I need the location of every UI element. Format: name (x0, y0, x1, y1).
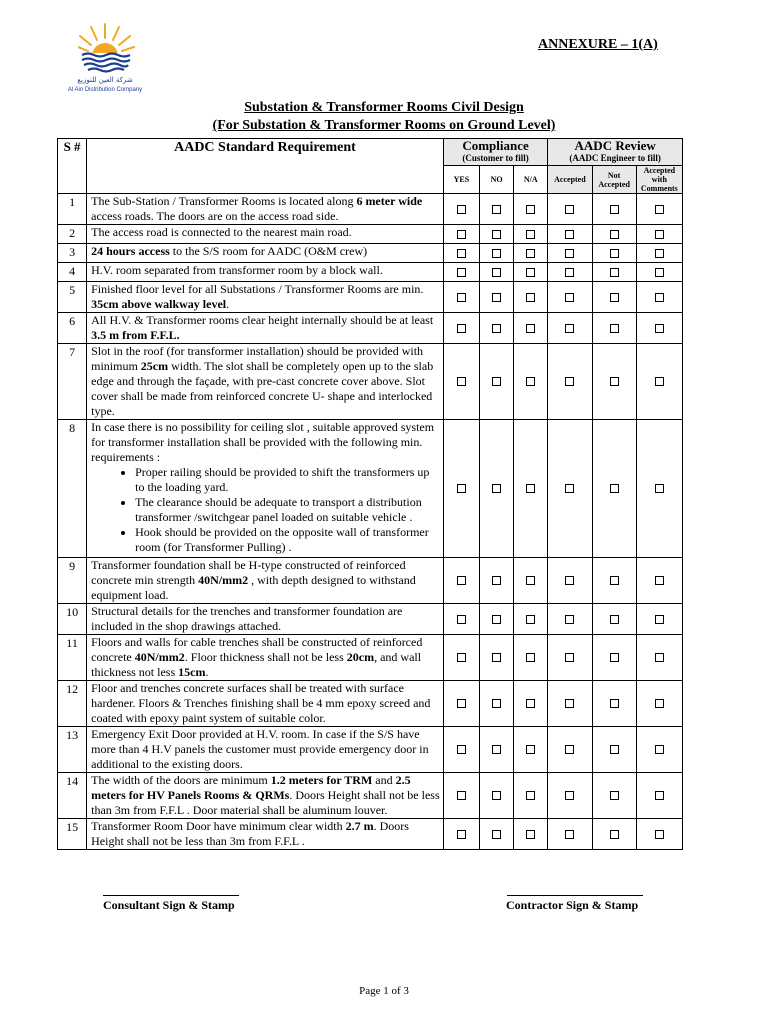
checkbox-accepted[interactable] (565, 745, 574, 754)
checkbox-cell-accepted (548, 819, 592, 850)
checkbox-cell-accepted-with-comments (636, 773, 682, 819)
checkbox-no[interactable] (492, 791, 501, 800)
checkbox-cell-na (514, 263, 548, 282)
checkbox-cell-yes (443, 635, 479, 681)
checkbox-not-accepted[interactable] (610, 615, 619, 624)
col-accepted-header: Accepted (548, 166, 592, 194)
compliance-title: Compliance (462, 138, 529, 153)
checkbox-accepted-with-comments[interactable] (655, 484, 664, 493)
requirement-header: AADC Standard Requirement (87, 139, 444, 194)
checkbox-accepted-with-comments[interactable] (655, 615, 664, 624)
requirement-text: Floors and walls for cable trenches shall be constructed of reinforced concrete 40N/mm2. Floor thickness shall not be less 20cm, and wall thickness not less 15cm. (87, 635, 444, 681)
checkbox-yes[interactable] (457, 576, 466, 585)
table-row (58, 263, 683, 282)
checkbox-accepted[interactable] (565, 830, 574, 839)
checkbox-na[interactable] (526, 377, 535, 386)
checkbox-cell-na (514, 681, 548, 727)
checkbox-yes[interactable] (457, 249, 466, 258)
checkbox-cell-accepted (548, 344, 592, 420)
checkbox-accepted-with-comments[interactable] (655, 324, 664, 333)
checkbox-cell-accepted (548, 225, 592, 244)
checkbox-no[interactable] (492, 230, 501, 239)
checkbox-cell-no (480, 225, 514, 244)
checkbox-cell-not-accepted (592, 635, 636, 681)
row-number: 5 (58, 282, 87, 313)
checkbox-cell-no (480, 194, 514, 225)
checkbox-yes[interactable] (457, 745, 466, 754)
checkbox-na[interactable] (526, 576, 535, 585)
checkbox-not-accepted[interactable] (610, 230, 619, 239)
checkbox-cell-no (480, 263, 514, 282)
checkbox-cell-yes (443, 727, 479, 773)
checkbox-cell-not-accepted (592, 263, 636, 282)
checkbox-no[interactable] (492, 745, 501, 754)
checkbox-na[interactable] (526, 745, 535, 754)
checkbox-cell-accepted (548, 635, 592, 681)
checkbox-cell-yes (443, 344, 479, 420)
checkbox-cell-yes (443, 604, 479, 635)
checkbox-accepted-with-comments[interactable] (655, 249, 664, 258)
checkbox-cell-not-accepted (592, 727, 636, 773)
checkbox-not-accepted[interactable] (610, 377, 619, 386)
checkbox-cell-accepted-with-comments (636, 635, 682, 681)
checkbox-not-accepted[interactable] (610, 293, 619, 302)
checkbox-cell-accepted-with-comments (636, 681, 682, 727)
checkbox-cell-no (480, 635, 514, 681)
table-row (58, 681, 683, 727)
row-number: 2 (58, 225, 87, 244)
checkbox-not-accepted[interactable] (610, 205, 619, 214)
checkbox-cell-no (480, 558, 514, 604)
table-row (58, 344, 683, 420)
checkbox-cell-accepted (548, 263, 592, 282)
row-number: 10 (58, 604, 87, 635)
requirement-text: The width of the doors are minimum 1.2 meters for TRM and 2.5 meters for HV Panels Rooms & QRMs. Doors Height shall not be less than 3m from F.F.L . Door material shall be aluminum louver. (87, 773, 444, 819)
checkbox-cell-not-accepted (592, 244, 636, 263)
checkbox-accepted[interactable] (565, 249, 574, 258)
checkbox-cell-na (514, 313, 548, 344)
requirement-text: In case there is no possibility for ceiling slot , suitable approved system for transformer installation shall be provided with the following min. requirements : • Proper railing should be provided to shift the transformers up to the loading yard. • The clearance should be adequate to transport a distribution transformer /switchgear panel loaded on suitable vehicle . • Hook should be provided on the opposite wall of transformer room (for Transformer Pulling) . (87, 420, 444, 558)
checkbox-cell-yes (443, 681, 479, 727)
col-accepted-comments-header: Accepted with Comments (636, 166, 682, 194)
checkbox-yes[interactable] (457, 230, 466, 239)
checkbox-accepted-with-comments[interactable] (655, 745, 664, 754)
requirement-bullet: • The clearance should be adequate to transport a distribution transformer /switchgear panel loaded on suitable vehicle . (135, 495, 441, 525)
logo-emblem-icon (67, 16, 158, 96)
checkbox-cell-no (480, 344, 514, 420)
checkbox-cell-not-accepted (592, 604, 636, 635)
checkbox-cell-accepted-with-comments (636, 819, 682, 850)
checkbox-not-accepted[interactable] (610, 699, 619, 708)
company-name-en: Al Ain Distribution Company (67, 87, 143, 93)
checkbox-no[interactable] (492, 205, 501, 214)
table-row (58, 282, 683, 313)
review-subtitle: (AADC Engineer to fill) (569, 153, 661, 163)
checkbox-yes[interactable] (457, 324, 466, 333)
checkbox-cell-na (514, 344, 548, 420)
checkbox-cell-yes (443, 282, 479, 313)
annexure-label: ANNEXURE – 1(A) (538, 37, 658, 52)
checkbox-cell-accepted (548, 681, 592, 727)
checkbox-no[interactable] (492, 699, 501, 708)
checkbox-na[interactable] (526, 699, 535, 708)
checkbox-cell-not-accepted (592, 225, 636, 244)
checkbox-accepted[interactable] (565, 653, 574, 662)
checkbox-accepted-with-comments[interactable] (655, 576, 664, 585)
row-number: 9 (58, 558, 87, 604)
col-not-accepted-header: Not Accepted (592, 166, 636, 194)
checkbox-accepted[interactable] (565, 230, 574, 239)
checkbox-not-accepted[interactable] (610, 745, 619, 754)
consultant-sign-label: Consultant Sign & Stamp (103, 898, 235, 912)
checkbox-cell-accepted-with-comments (636, 558, 682, 604)
checkbox-accepted[interactable] (565, 615, 574, 624)
col-no-header: NO (480, 166, 514, 194)
row-number: 15 (58, 819, 87, 850)
checkbox-accepted[interactable] (565, 377, 574, 386)
row-number: 6 (58, 313, 87, 344)
checkbox-cell-accepted (548, 313, 592, 344)
table-row (58, 819, 683, 850)
checkbox-yes[interactable] (457, 377, 466, 386)
checkbox-accepted[interactable] (565, 268, 574, 277)
checkbox-yes[interactable] (457, 615, 466, 624)
checkbox-not-accepted[interactable] (610, 653, 619, 662)
checkbox-na[interactable] (526, 230, 535, 239)
checkbox-cell-na (514, 244, 548, 263)
requirement-text: Finished floor level for all Substations / Transformer Rooms are min. 35cm above walkway level. (87, 282, 444, 313)
company-name-ar: شركة العين للتوزيع (77, 76, 133, 84)
checkbox-accepted[interactable] (565, 324, 574, 333)
requirement-text: Transformer Room Door have minimum clear width 2.7 m. Doors Height shall not be less than 3m from F.F.L . (87, 819, 444, 850)
checkbox-cell-yes (443, 313, 479, 344)
checkbox-cell-not-accepted (592, 194, 636, 225)
checkbox-cell-not-accepted (592, 344, 636, 420)
checkbox-not-accepted[interactable] (610, 791, 619, 800)
table-row (58, 244, 683, 263)
table-row (58, 773, 683, 819)
checkbox-na[interactable] (526, 615, 535, 624)
checkbox-cell-na (514, 604, 548, 635)
checkbox-cell-not-accepted (592, 819, 636, 850)
checkbox-accepted[interactable] (565, 205, 574, 214)
checkbox-cell-accepted-with-comments (636, 263, 682, 282)
checkbox-na[interactable] (526, 324, 535, 333)
checkbox-no[interactable] (492, 249, 501, 258)
company-logo (67, 16, 158, 96)
checkbox-no[interactable] (492, 484, 501, 493)
checkbox-cell-not-accepted (592, 420, 636, 558)
checkbox-no[interactable] (492, 576, 501, 585)
checkbox-cell-accepted (548, 194, 592, 225)
checkbox-cell-no (480, 681, 514, 727)
checkbox-cell-accepted (548, 282, 592, 313)
review-header (548, 139, 683, 166)
checkbox-na[interactable] (526, 249, 535, 258)
checkbox-no[interactable] (492, 324, 501, 333)
requirement-text: The access road is connected to the nearest main road. (87, 225, 444, 244)
checkbox-not-accepted[interactable] (610, 249, 619, 258)
checkbox-no[interactable] (492, 293, 501, 302)
requirements-table (57, 138, 683, 850)
checkbox-cell-no (480, 604, 514, 635)
checkbox-not-accepted[interactable] (610, 576, 619, 585)
checkbox-no[interactable] (492, 653, 501, 662)
table-row (58, 727, 683, 773)
checkbox-yes[interactable] (457, 205, 466, 214)
checkbox-cell-accepted (548, 420, 592, 558)
checkbox-cell-not-accepted (592, 681, 636, 727)
document-title: Substation & Transformer Rooms Civil Design (244, 100, 524, 115)
row-number: 3 (58, 244, 87, 263)
checkbox-not-accepted[interactable] (610, 268, 619, 277)
requirement-text: The Sub-Station / Transformer Rooms is located along 6 meter wide access roads. The doors are on the access road side. (87, 194, 444, 225)
contractor-sign-label: Contractor Sign & Stamp (506, 898, 639, 912)
checkbox-cell-na (514, 194, 548, 225)
checkbox-accepted[interactable] (565, 791, 574, 800)
checkbox-na[interactable] (526, 830, 535, 839)
checkbox-yes[interactable] (457, 699, 466, 708)
checkbox-na[interactable] (526, 653, 535, 662)
checkbox-na[interactable] (526, 205, 535, 214)
checkbox-not-accepted[interactable] (610, 484, 619, 493)
checkbox-accepted[interactable] (565, 576, 574, 585)
checkbox-cell-na (514, 282, 548, 313)
row-number: 8 (58, 420, 87, 558)
table-row (58, 604, 683, 635)
checkbox-accepted-with-comments[interactable] (655, 653, 664, 662)
col-na-header: N/A (514, 166, 548, 194)
checkbox-no[interactable] (492, 615, 501, 624)
checkbox-cell-no (480, 773, 514, 819)
checkbox-cell-not-accepted (592, 282, 636, 313)
checkbox-accepted-with-comments[interactable] (655, 791, 664, 800)
checkbox-cell-accepted (548, 604, 592, 635)
checkbox-accepted-with-comments[interactable] (655, 830, 664, 839)
checkbox-cell-accepted-with-comments (636, 420, 682, 558)
checkbox-cell-yes (443, 773, 479, 819)
requirement-text: H.V. room separated from transformer room by a block wall. (87, 263, 444, 282)
table-row (58, 313, 683, 344)
row-number: 4 (58, 263, 87, 282)
checkbox-cell-yes (443, 194, 479, 225)
table-row (58, 225, 683, 244)
checkbox-cell-na (514, 558, 548, 604)
requirement-text: Slot in the roof (for transformer installation) should be provided with minimum 25cm width. The slot shall be completely open up to the slab edge and through the façade, with pre-cast concrete cover above. Slot cover shall be made from reinforced concrete U- shape and interlocked type. (87, 344, 444, 420)
checkbox-cell-not-accepted (592, 773, 636, 819)
checkbox-cell-not-accepted (592, 313, 636, 344)
requirement-text: Structural details for the trenches and transformer foundation are included in the shop drawings attached. (87, 604, 444, 635)
checkbox-cell-yes (443, 244, 479, 263)
requirement-text: Emergency Exit Door provided at H.V. room. In case if the S/S have more than 4 H.V panels the customer must provide emergency door in additional to the existing doors. (87, 727, 444, 773)
requirement-bullet-list (91, 465, 441, 555)
review-title: AADC Review (574, 138, 656, 153)
checkbox-na[interactable] (526, 293, 535, 302)
checkbox-cell-accepted (548, 727, 592, 773)
checkbox-cell-accepted (548, 244, 592, 263)
checkbox-cell-accepted-with-comments (636, 604, 682, 635)
checkbox-cell-accepted-with-comments (636, 225, 682, 244)
checkbox-accepted-with-comments[interactable] (655, 699, 664, 708)
checkbox-cell-accepted-with-comments (636, 282, 682, 313)
requirement-text: 24 hours access to the S/S room for AADC (O&M crew) (87, 244, 444, 263)
checkbox-cell-na (514, 773, 548, 819)
checkbox-cell-na (514, 420, 548, 558)
checkbox-accepted[interactable] (565, 699, 574, 708)
checkbox-yes[interactable] (457, 293, 466, 302)
checkbox-yes[interactable] (457, 484, 466, 493)
contractor-sign-line (507, 895, 643, 896)
checkbox-yes[interactable] (457, 653, 466, 662)
checkbox-accepted-with-comments[interactable] (655, 205, 664, 214)
checkbox-no[interactable] (492, 268, 501, 277)
requirement-bullet: • Proper railing should be provided to shift the transformers up to the loading yard. (135, 465, 441, 495)
checkbox-cell-accepted-with-comments (636, 344, 682, 420)
checkbox-cell-yes (443, 263, 479, 282)
checkbox-na[interactable] (526, 791, 535, 800)
checkbox-cell-yes (443, 420, 479, 558)
checkbox-no[interactable] (492, 377, 501, 386)
checkbox-cell-accepted (548, 773, 592, 819)
checkbox-cell-accepted-with-comments (636, 244, 682, 263)
col-yes-header: YES (443, 166, 479, 194)
checkbox-cell-no (480, 313, 514, 344)
table-row (58, 194, 683, 225)
row-number: 13 (58, 727, 87, 773)
checkbox-cell-yes (443, 819, 479, 850)
checkbox-accepted[interactable] (565, 293, 574, 302)
document-subtitle: (For Substation & Transformer Rooms on Ground Level) (212, 118, 556, 133)
requirement-bullet: • Hook should be provided on the opposite wall of transformer room (for Transformer Pulling) . (135, 525, 441, 555)
checkbox-yes[interactable] (457, 830, 466, 839)
checkbox-cell-no (480, 420, 514, 558)
checkbox-na[interactable] (526, 268, 535, 277)
checkbox-cell-yes (443, 225, 479, 244)
checkbox-cell-accepted-with-comments (636, 194, 682, 225)
consultant-sign-line (103, 895, 239, 896)
table-row (58, 420, 683, 558)
requirement-text: All H.V. & Transformer rooms clear height internally should be at least 3.5 m from F.F.L. (87, 313, 444, 344)
checkbox-cell-yes (443, 558, 479, 604)
table-header-row (58, 139, 683, 166)
serial-number-header: S # (58, 139, 87, 194)
checkbox-cell-not-accepted (592, 558, 636, 604)
row-number: 1 (58, 194, 87, 225)
checkbox-accepted[interactable] (565, 484, 574, 493)
checkbox-not-accepted[interactable] (610, 324, 619, 333)
checkbox-cell-na (514, 225, 548, 244)
row-number: 11 (58, 635, 87, 681)
checkbox-accepted-with-comments[interactable] (655, 377, 664, 386)
requirement-text: Transformer foundation shall be H-type constructed of reinforced concrete min strength 40N/mm2 , with depth designed to withstand equipment load. (87, 558, 444, 604)
page-number: Page 1 of 3 (359, 985, 409, 997)
compliance-header (443, 139, 547, 166)
checkbox-accepted-with-comments[interactable] (655, 293, 664, 302)
checkbox-na[interactable] (526, 484, 535, 493)
checkbox-cell-accepted-with-comments (636, 313, 682, 344)
table-row (58, 558, 683, 604)
checkbox-cell-accepted-with-comments (636, 727, 682, 773)
row-number: 7 (58, 344, 87, 420)
checkbox-cell-no (480, 819, 514, 850)
checkbox-cell-no (480, 244, 514, 263)
checkbox-cell-no (480, 727, 514, 773)
requirement-text: Floor and trenches concrete surfaces shall be treated with surface hardener. Floors & Trenches finishing shall be 4 mm epoxy screed and coated with epoxy paint system of suitable color. (87, 681, 444, 727)
checkbox-no[interactable] (492, 830, 501, 839)
checkbox-cell-na (514, 635, 548, 681)
row-number: 14 (58, 773, 87, 819)
checkbox-yes[interactable] (457, 791, 466, 800)
checkbox-cell-na (514, 819, 548, 850)
checkbox-cell-accepted (548, 558, 592, 604)
checkbox-yes[interactable] (457, 268, 466, 277)
table-row (58, 635, 683, 681)
checkbox-not-accepted[interactable] (610, 830, 619, 839)
row-number: 12 (58, 681, 87, 727)
checkbox-accepted-with-comments[interactable] (655, 268, 664, 277)
checkbox-accepted-with-comments[interactable] (655, 230, 664, 239)
compliance-subtitle: (Customer to fill) (462, 153, 529, 163)
checkbox-cell-na (514, 727, 548, 773)
checkbox-cell-no (480, 282, 514, 313)
